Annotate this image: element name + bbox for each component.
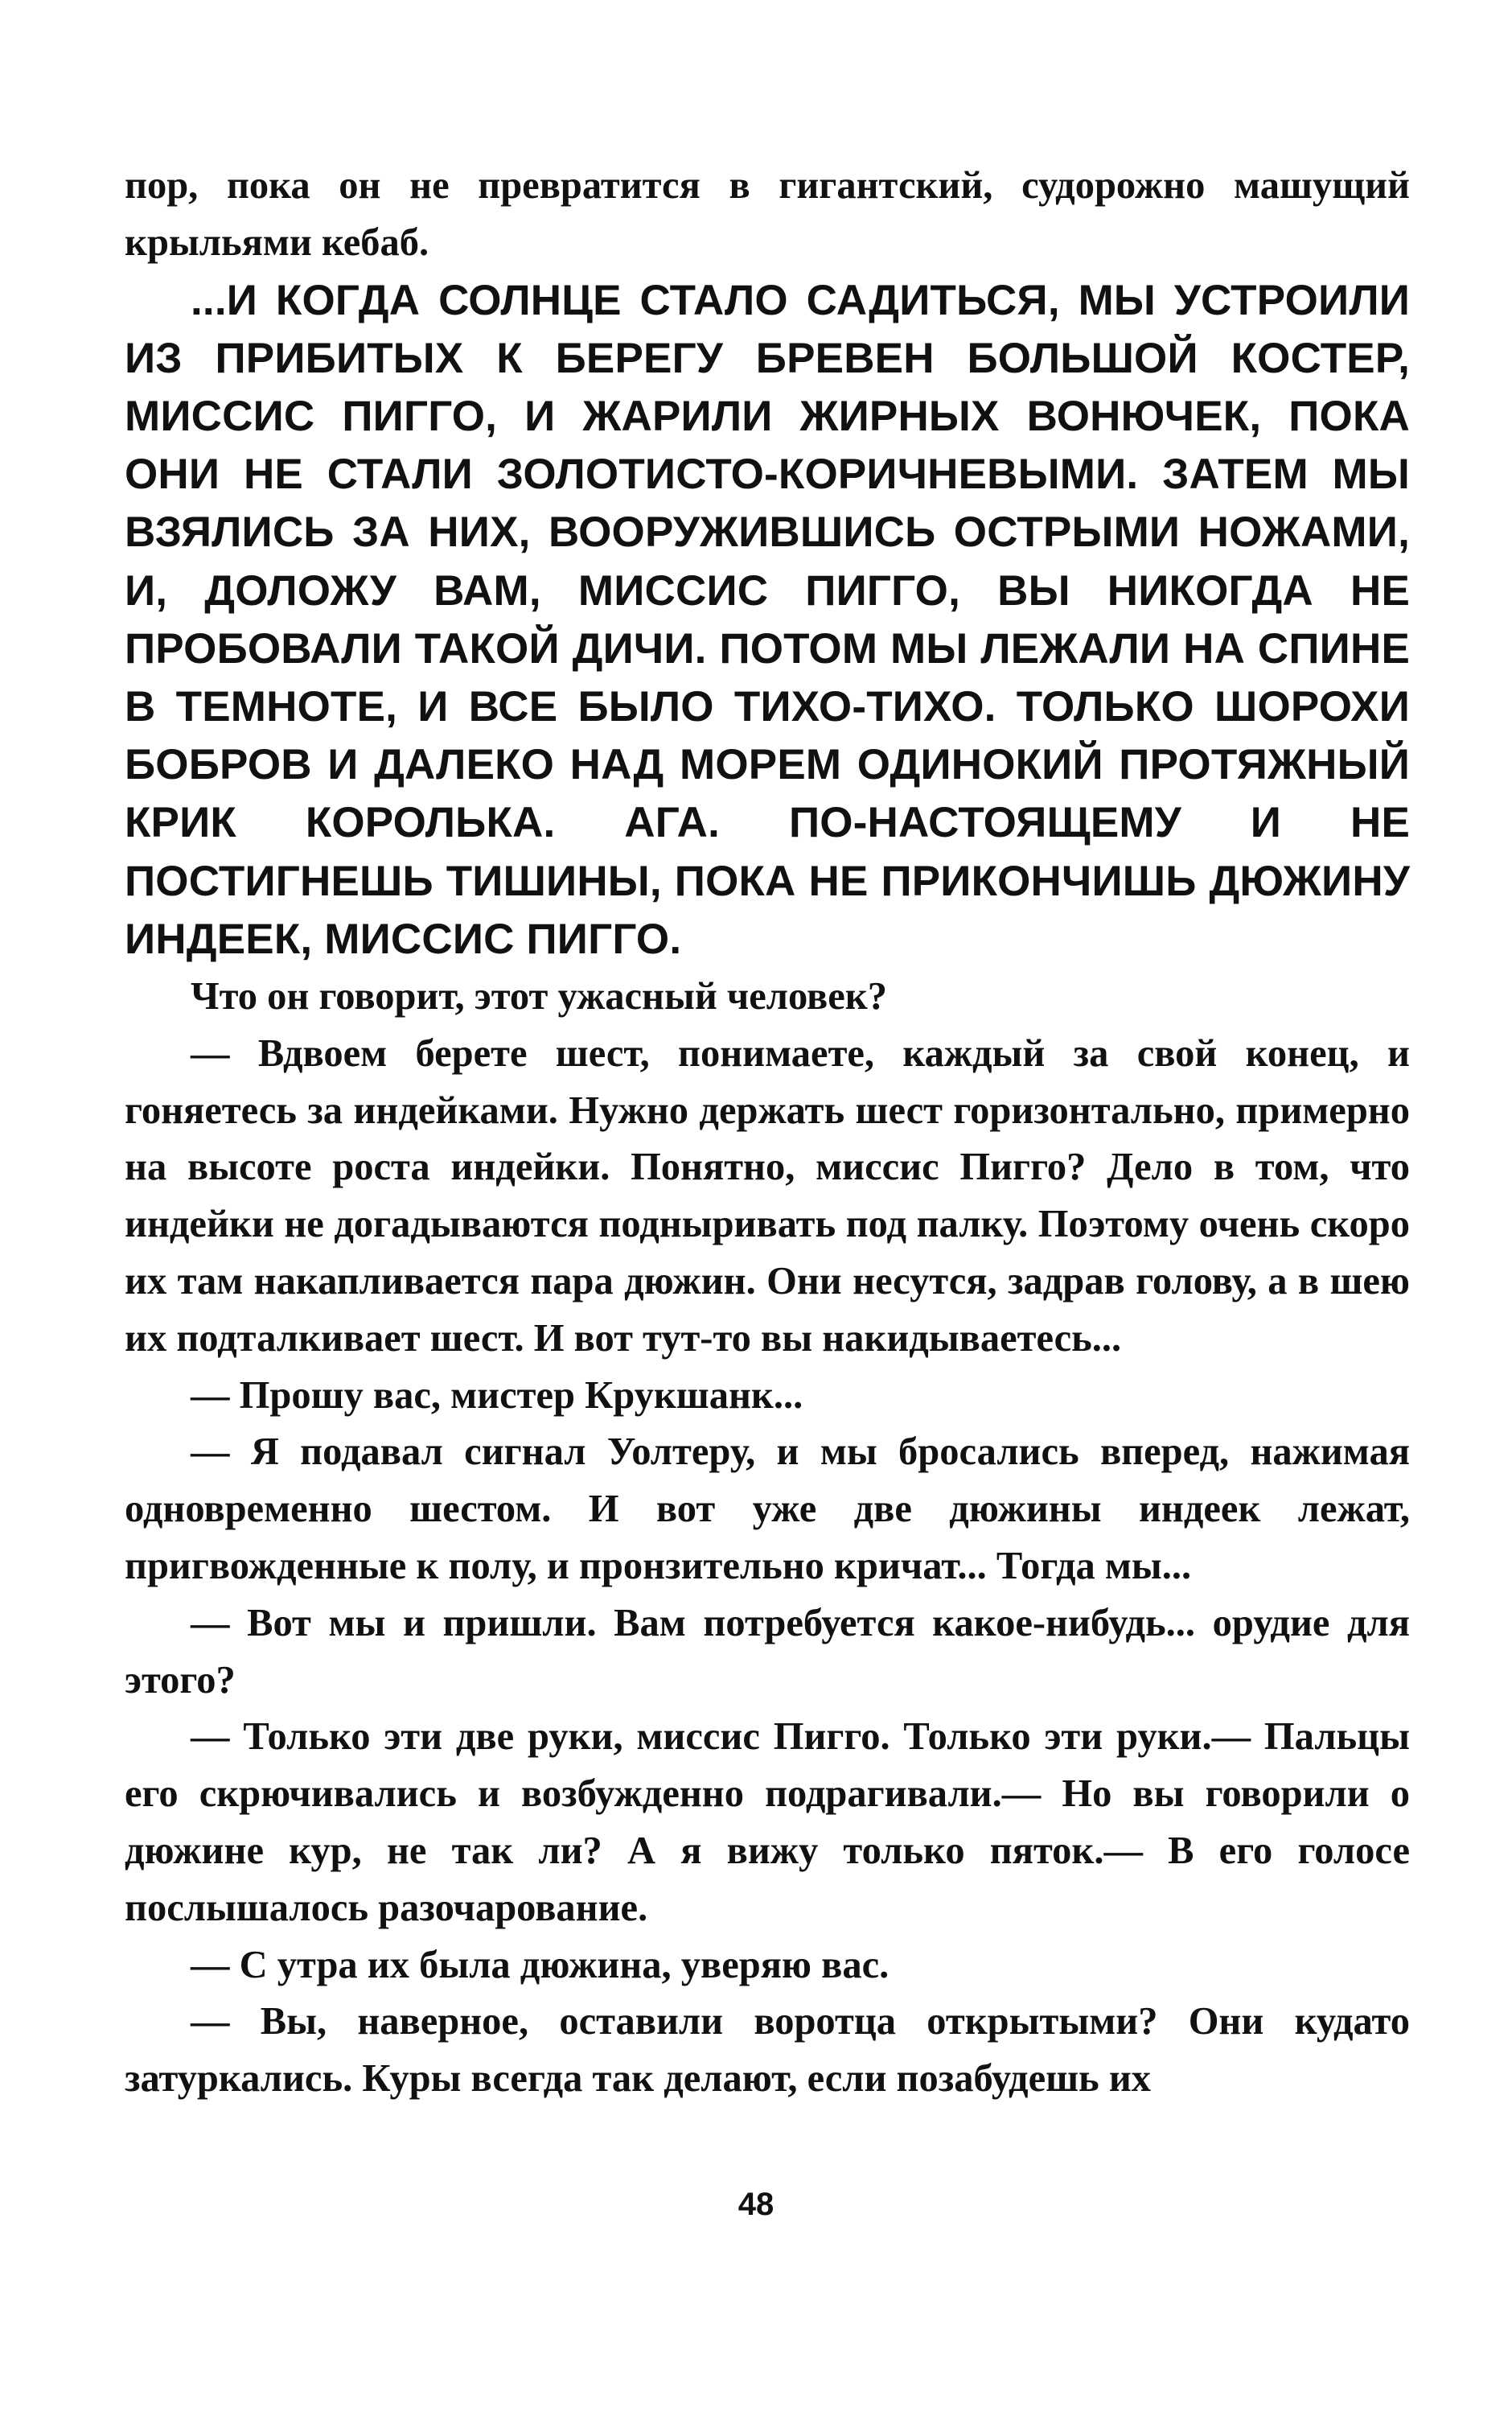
paragraph-8: — Только эти две руки, миссис Пигго. Только эти руки.— Пальцы его скрючивались и возбужденно подрагивали.— Но вы говорили о дюжине кур, не так ли? А я вижу только пяток.— В его голосе послышалось разочарование. (125, 1715, 1410, 1929)
page-number: 48 (738, 2187, 774, 2222)
paragraph-7: — Вот мы и пришли. Вам потребуется какое-нибудь... орудие для этого? (125, 1601, 1410, 1702)
paragraph-4: — Вдвоем берете шест, понимаете, каждый за свой конец, и гоняетесь за индейками. Нужно держать шест горизонтально, примерно на высоте роста индейки. Понятно, миссис Пигго? Дело в том, что индейки не догадываются подныривать под палку. Поэтому очень скоро их там накапливается пара дюжин. Они несутся, задрав голову, а в шею их подталкивает шест. И вот тут-то вы накидываетесь... (125, 1031, 1410, 1360)
body-text (125, 158, 1410, 2108)
paragraph-9: — С утра их была дюжина, уверяю вас. (191, 1943, 890, 1986)
paragraph-1: пор, пока он не превратится в гигантский, судорожно машущий крыльями кебаб. (125, 164, 1410, 264)
paragraph-3: Что он говорит, этот ужасный человек? (191, 975, 887, 1019)
paragraph-2-uppercase: ...И КОГДА СОЛНЦЕ СТАЛО САДИТЬСЯ, МЫ УСТРОИЛИ ИЗ ПРИБИТЫХ К БЕРЕГУ БРЕВЕН БОЛЬШОЙ КОСТЕР, МИССИС ПИГГО, И ЖАРИЛИ ЖИРНЫХ ВОНЮЧЕК, ПОКА ОНИ НЕ СТАЛИ ЗОЛОТИСТО-КОРИЧНЕВЫМИ. ЗАТЕМ МЫ ВЗЯЛИСЬ ЗА НИХ, ВООРУЖИВШИСЬ ОСТРЫМИ НОЖАМИ, И, ДОЛОЖУ ВАМ, МИССИС ПИГГО, ВЫ НИКОГДА НЕ ПРОБОВАЛИ ТАКОЙ ДИЧИ. ПОТОМ МЫ ЛЕЖАЛИ НА СПИНЕ В ТЕМНОТЕ, И ВСЕ БЫЛО ТИХО-ТИХО. ТОЛЬКО ШОРОХИ БОБРОВ И ДАЛЕКО НАД МОРЕМ ОДИНОКИЙ ПРОТЯЖНЫЙ КРИК КОРОЛЬКА. АГА. ПО-НАСТОЯЩЕМУ И НЕ ПОСТИГНЕШЬ ТИШИНЫ, ПОКА НЕ ПРИКОНЧИШЬ ДЮЖИНУ ИНДЕЕК, МИССИС ПИГГО. (125, 276, 1410, 963)
paragraph-10: — Вы, наверное, оставили воротца открытыми? Они кудато затуркались. Куры всегда так делают, если позабудешь их (125, 2000, 1410, 2101)
paragraph-6: — Я подавал сигнал Уолтеру, и мы бросались вперед, нажимая одновременно шестом. И вот уже две дюжины индеек лежат, пригвожденные к полу, и пронзительно кричат... Тогда мы... (125, 1430, 1410, 1587)
paragraph-5: — Прошу вас, мистер Крукшанк... (191, 1373, 803, 1417)
